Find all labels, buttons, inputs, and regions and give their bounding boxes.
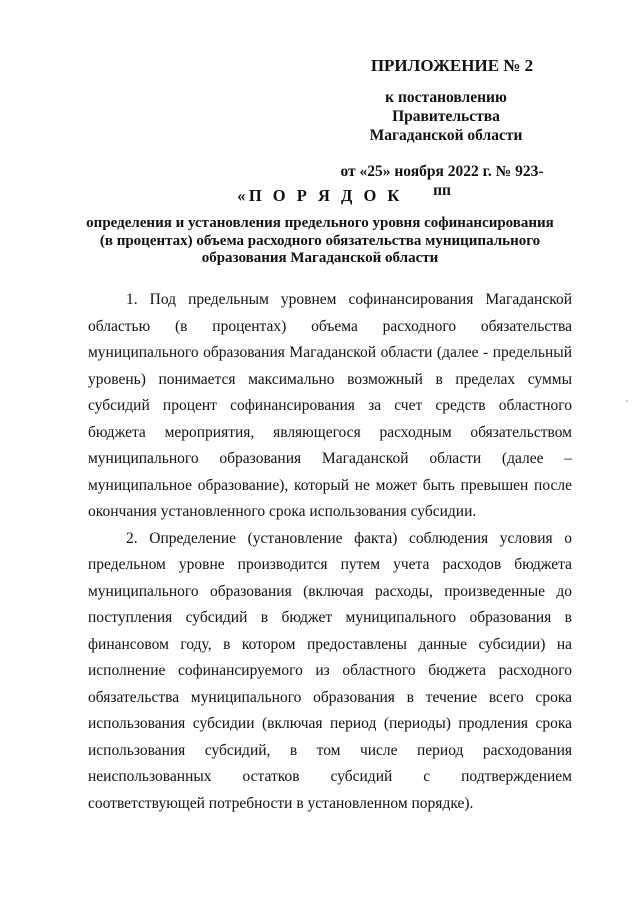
paragraph-2: 2. Определение (установление факта) соблюдения условия о предельном уровне производится путем учета расходов бюджета муниципального образования (включая расходы, произведенные до поступления субсидий в бюджет муниципального образования в финансовом году, в котором предоставлены данные субсидии) на исполнение софинансируемого из областного бюджета расходного обязательства муниципального образования в течение всего срока использования субсидии (включая период (периоды) продления срока использования субсидий, в том числе период расходования неиспользованных остатков субсидий с подтверждением соответствующей потребности в установленном порядке). bbox=[88, 529, 572, 812]
paragraph-1: 1. Под предельным уровнем софинансирования Магаданской областью (в процентах) объема расходного обязательства муниципального образования Магаданской области (далее - предельный уровень) понимается максимально возможный в пределах суммы субсидий процент софинансирования за счет средств областного бюджета мероприятия, являющегося расходным обязательством муниципального образования Магаданской области (далее –муниципальное образование), который не может быть превышен после окончания установленного срока использования субсидии. bbox=[88, 291, 572, 520]
scan-speck bbox=[625, 150, 626, 151]
appendix-date-number-line: от «25» ноября 2022 г. № 923-пп bbox=[340, 163, 544, 199]
subtitle-line-1: определения и установления предельного уровня софинансирования bbox=[86, 215, 554, 231]
subtitle-line-3: образования Магаданской области bbox=[201, 250, 439, 266]
appendix-block bbox=[320, 55, 550, 200]
subtitle-line-2: (в процентах) объема расходного обязательства муниципального bbox=[99, 232, 541, 249]
document-title: «П О Р Я Д О К bbox=[237, 186, 403, 205]
document-heading bbox=[70, 185, 570, 268]
scan-speck bbox=[626, 400, 628, 402]
document-subtitle bbox=[70, 215, 570, 268]
appendix-title: ПРИЛОЖЕНИЕ № 2 bbox=[370, 56, 534, 75]
appendix-region-line: Магаданской области bbox=[369, 127, 523, 144]
appendix-reference-line: к постановлению Правительства bbox=[385, 89, 507, 125]
document-body bbox=[88, 287, 572, 817]
